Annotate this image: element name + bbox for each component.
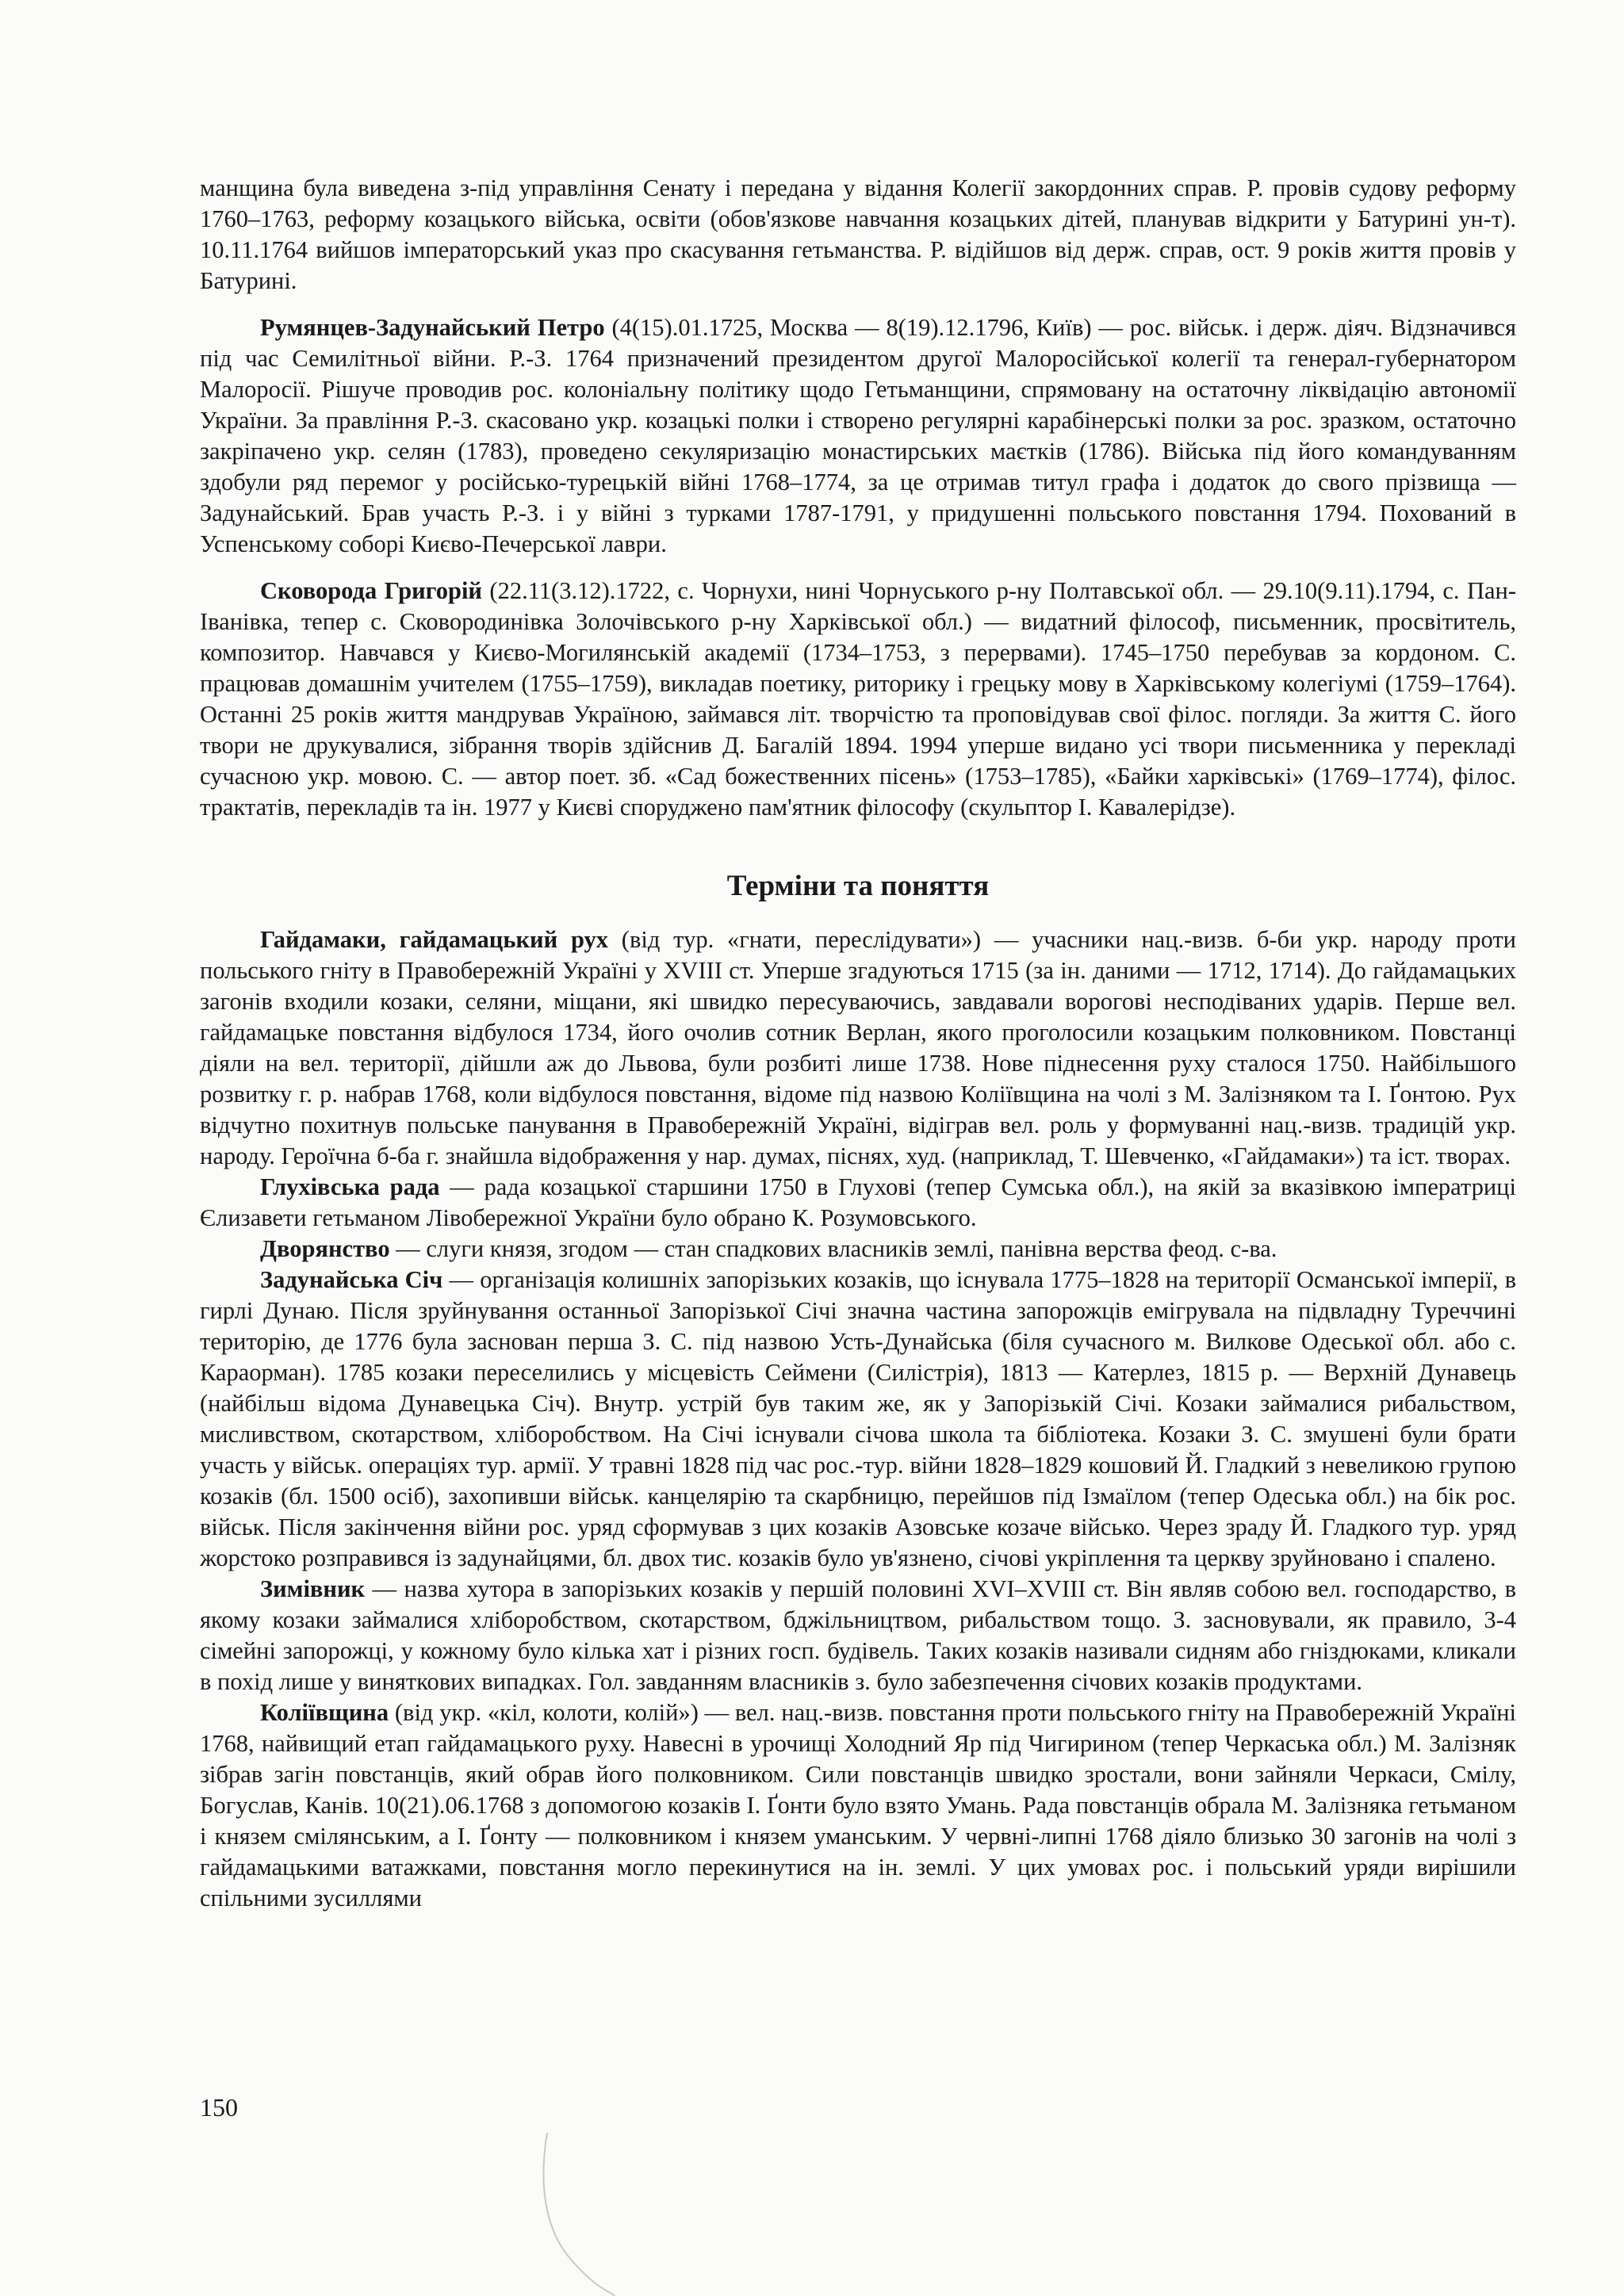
term-name: Зимівник xyxy=(260,1575,366,1602)
entry-text: (4(15).01.1725, Москва — 8(19).12.1796, Київ) — рос. військ. і держ. діяч. Відзначився під час Семилітньої війни. Р.-З. 1764 призначений президентом другої Малоросійської колегії та генерал-губернатором Малоросії. Рішуче проводив рос. колоніальну політику щодо Гетьманщини, спрямовану на остаточну ліквідацію автономії України. За правління Р.-З. скасовано укр. козацькі полки і створено регулярні карабінерські полки за рос. зразком, остаточно закріпачено укр. селян (1783), проведено секуляризацію монастирських маєтків (1786). Війська під його командуванням здобули ряд перемог у російсько-турецькій війні 1768–1774, за це отримав титул графа і додаток до свого прізвища — Задунайський. Брав участь Р.-З. і у війні з турками 1787-1791, у придушенні польського повстання 1794. Похований в Успенському соборі Києво-Печерської лаври. xyxy=(200,314,1516,557)
paper-fold-mark xyxy=(523,2133,619,2296)
term-text: — рада козацької старшини 1750 в Глухові (тепер Сумська обл.), на якій за вказівкою імператриці Єлизавети гетьманом Лівобережної України було обрано К. Розумовського. xyxy=(200,1173,1516,1231)
section-title: Терміни та поняття xyxy=(726,870,990,902)
term-text: — організація колишніх запорізьких козаків, що існувала 1775–1828 на території Османської імперії, в гирлі Дунаю. Після зруйнування останньої Запорізької Січі значна частина запорожців емігрувала на підвладну Туреччині територію, де 1776 була заснован перша З. С. під назвою Усть-Дунайська (біля сучасного м. Вилкове Одеської обл. або с. Караорман). 1785 козаки переселились у місцевість Сеймени (Силістрія), 1813 — Катерлез, 1815 р. — Верхній Дунавець (найбільш відома Дунавецька Січ). Внутр. устрій був таким же, як у Запорізькій Січі. Козаки займалися рибальством, мисливством, скотарством, хліборобством. На Січі існували січова школа та бібліотека. Козаки З. С. змушені були брати участь у військ. операціях тур. армії. У травні 1828 під час рос.-тур. війни 1828–1829 кошовий Й. Гладкий з невеликою групою козаків (бл. 1500 осіб), захопивши військ. канцелярію та скарбницю, перейшов під Ізмаїлом (тепер Одеська обл.) на бік рос. військ. Після закінчення війни рос. уряд сформував з цих козаків Азовське козаче військо. Через зраду Й. Гладкого тур. уряд жорстоко розправився із задунайцями, бл. двох тис. козаків було ув'язнено, січові укріплення та церкву зруйновано і спалено. xyxy=(200,1266,1516,1571)
term-text: (від тур. «гнати, переслідувати») — учасники нац.-визв. б-би укр. народу проти польського гніту в Правобережній Україні у XVIII ст. Уперше згадуються 1715 (за ін. даними — 1712, 1714). До гайдамацьких загонів входили козаки, селяни, міщани, які швидко пересуваючись, завдавали ворогові несподіваних ударів. Перше вел. гайдамацьке повстання відбулося 1734, його очолив сотник Верлан, якого проголосили козацьким полковником. Повстанці діяли на вел. території, дійшли аж до Львова, були розбиті лише 1738. Нове піднесення руху сталося 1750. Найбільшого розвитку г. р. набрав 1768, коли відбулося повстання, відоме під назвою Коліївщина на чолі з М. Залізняком та І. Ґонтою. Рух відчутно похитнув польське панування в Правобережній Україні, відіграв вел. роль у формуванні нац.-визв. традицій укр. народу. Героїчна б-ба г. знайшла відображення у нар. думах, піснях, худ. (наприклад, Т. Шевченко, «Гайдамаки») та іст. творах. xyxy=(200,926,1516,1169)
biography-entry xyxy=(200,576,1516,823)
entry-text: (22.11(3.12).1722, с. Чорнухи, нині Чорнуського р-ну Полтавської обл. — 29.10(9.11).1794, с. Пан-Іванівка, тепер с. Сковородинівка Золочівського р-ну Харківської обл.) — видатний філософ, письменник, просвітитель, композитор. Навчався у Києво-Могилянській академії (1734–1753, з перервами). 1745–1750 перебував за кордоном. С. працював домашнім учителем (1755–1759), викладав поетику, риторику і грецьку мову в Харківському колегіумі (1759–1764). Останні 25 років життя мандрував Україною, займався літ. творчістю та проповідував свої філос. погляди. За життя С. його твори не друкувалися, зібрання творів здійснив Д. Багалій 1894. 1994 уперше видано усі твори письменника у перекладі сучасною укр. мовою. С. — автор поет. зб. «Сад божественних пісень» (1753–1785), «Байки харківські» (1769–1774), філос. трактатів, перекладів та ін. 1977 у Києві споруджено пам'ятник філософу (скульптор І. Кавалерідзе). xyxy=(200,577,1516,821)
term-entry xyxy=(200,1697,1516,1914)
entry-name: Румянцев-Задунайський Петро xyxy=(260,314,605,341)
term-name: Дворянство xyxy=(260,1235,390,1262)
term-name: Задунайська Січ xyxy=(260,1266,443,1293)
entry-name: Сковорода Григорій xyxy=(260,577,482,604)
term-entry xyxy=(200,1234,1516,1265)
term-text: — назва хутора в запорізьких козаків у першій половині XVI–XVIII ст. Він являв собою вел. господарство, в якому козаки займалися хліборобством, скотарством, бджільництвом, рибальством тощо. З. засновували, як правило, 3-4 сімейні запорожці, у кожному було кілька хат і різних госп. будівель. Таких козаків називали сидням або гніздюками, кликали в похід лише у виняткових випадках. Гол. завданням власників з. було забезпечення січових козаків продуктами. xyxy=(200,1575,1516,1695)
biography-entry xyxy=(200,312,1516,560)
term-text: (від укр. «кіл, колоти, колій») — вел. нац.-визв. повстання проти польського гніту на Правобережній Україні 1768, найвищий етап гайдамацького руху. Навесні в урочищі Холодний Яр під Чигирином (тепер Черкаська обл.) М. Залізняк зібрав загін повстанців, який обрав його полковником. Сили повстанців швидко зростали, вони зайняли Черкаси, Смілу, Богуслав, Канів. 10(21).06.1768 з допомогою козаків І. Ґонти було взято Умань. Рада повстанців обрала М. Залізняка гетьманом і князем смілянським, а І. Ґонту — полковником і князем уманським. У червні-липні 1768 діяло близько 30 загонів на чолі з гайдамацькими ватажками, повстання могло перекинутися на ін. землі. У цих умовах рос. і польський уряди вирішили спільними зусиллями xyxy=(200,1699,1516,1911)
term-text: — слуги князя, згодом — стан спадкових власників землі, панівна верства феод. с-ва. xyxy=(389,1235,1277,1262)
term-name: Гайдамаки, гайдамацький рух xyxy=(260,926,609,953)
term-entry xyxy=(200,1172,1516,1234)
page-number: 150 xyxy=(200,2093,238,2122)
page-content xyxy=(200,173,1516,1914)
term-name: Глухівська рада xyxy=(260,1173,440,1200)
term-entry xyxy=(200,924,1516,1172)
continuation-paragraph: манщина була виведена з-під управління Сенату і передана у відання Колегії закордонних справ. Р. провів судову реформу 1760–1763, реформу козацького війська, освіти (обов'язкове навчання козацьких дітей, планував відкрити у Батурині ун-т). 10.11.1764 вийшов імператорський указ про скасування гетьманства. Р. відійшов від держ. справ, ост. 9 років життя провів у Батурині. xyxy=(200,174,1516,294)
term-name: Коліївщина xyxy=(260,1699,389,1726)
term-entry xyxy=(200,1574,1516,1697)
term-entry xyxy=(200,1265,1516,1574)
